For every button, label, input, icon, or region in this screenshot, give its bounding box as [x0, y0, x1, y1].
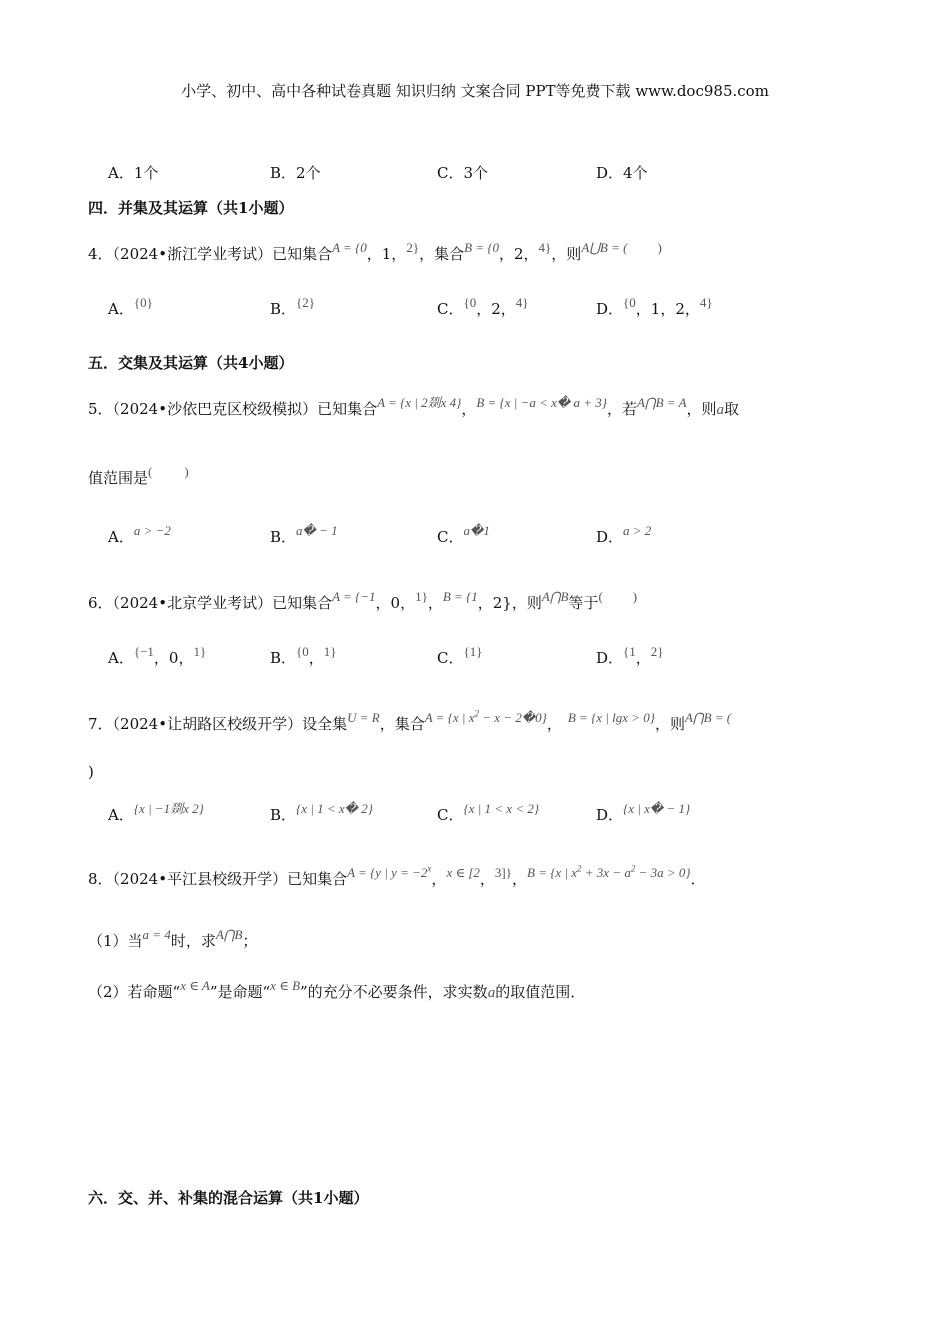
- q6-option-a: A．{−1，0，1}: [108, 644, 207, 667]
- q5-stem-line2: 值范围是( ): [88, 464, 189, 487]
- q6-stem: 6．（2024•北京学业考试）已知集合A = {−1，0，1}，B = {1，2}，则A⋂B等于( ): [88, 589, 638, 612]
- q7-close-paren: ): [88, 763, 94, 781]
- q4-option-b: B．{2}: [270, 295, 316, 318]
- q3-option-b: B．2个: [270, 164, 321, 182]
- q7-option-b: B．{x | 1 < x� 2}: [270, 801, 373, 824]
- q6-option-b: B．{0，1}: [270, 644, 337, 667]
- q7-option-a: A．{x | −1剟x 2}: [108, 801, 204, 824]
- q7-option-c: C．{x | 1 < x < 2}: [437, 801, 540, 824]
- q5-option-b: B．a� − 1: [270, 523, 338, 546]
- q8-part2: （2）若命题“x ∈ A”是命题“x ∈ B”的充分不必要条件，求实数a的取值范围．: [88, 978, 586, 1001]
- q4-stem: 4．（2024•浙江学业考试）已知集合A = {0，1，2}，集合B = {0，2，4}，则A⋃B = ( ): [88, 240, 662, 263]
- page-header: 小学、初中、高中各种试卷真题 知识归纳 文案合同 PPT等免费下载 www.doc985.com: [181, 82, 769, 100]
- section-4-title: 四．并集及其运算（共1小题）: [88, 199, 294, 217]
- q3-option-d: D．4个: [596, 164, 648, 182]
- q7-option-d: D．{x | x� − 1}: [596, 801, 691, 824]
- q8-part1: （1）当a = 4时，求A⋂B；: [88, 927, 258, 950]
- q6-option-d: D．{1，2}: [596, 644, 664, 667]
- section-6-title: 六．交、并、补集的混合运算（共1小题）: [88, 1189, 369, 1207]
- q4-option-d: D．{0，1，2，4}: [596, 295, 713, 318]
- q5-option-a: A．a > −2: [108, 523, 171, 546]
- q4-option-c: C．{0，2，4}: [437, 295, 529, 318]
- q5-stem: 5．（2024•沙依巴克区校级模拟）已知集合A = {x | 2剟x 4}，B = {x | −a < x� a + 3}，若A⋂B = A，则a取: [88, 395, 740, 418]
- q5-option-c: C．a�1: [437, 523, 490, 546]
- q3-option-a: A．1个: [108, 164, 159, 182]
- q6-option-c: C．{1}: [437, 644, 483, 667]
- q3-option-c: C．3个: [437, 164, 489, 182]
- q8-stem: 8．（2024•平江县校级开学）已知集合A = {y | $y = -2^x$，x ∈ [2，3]}，B = {x | $x^2 + 3x - a^2 - 3a > 0$}．: [88, 863, 706, 888]
- section-5-title: 五．交集及其运算（共4小题）: [88, 354, 294, 372]
- q5-option-d: D．a > 2: [596, 523, 652, 546]
- q7-stem: 7．（2024•让胡路区校级开学）设全集U = R，集合A = {x | $x^2 - x$ − 2�0}， B = {x | lgx > 0}，则A⋂B = (: [88, 708, 732, 733]
- q4-option-a: A．{0}: [108, 295, 153, 318]
